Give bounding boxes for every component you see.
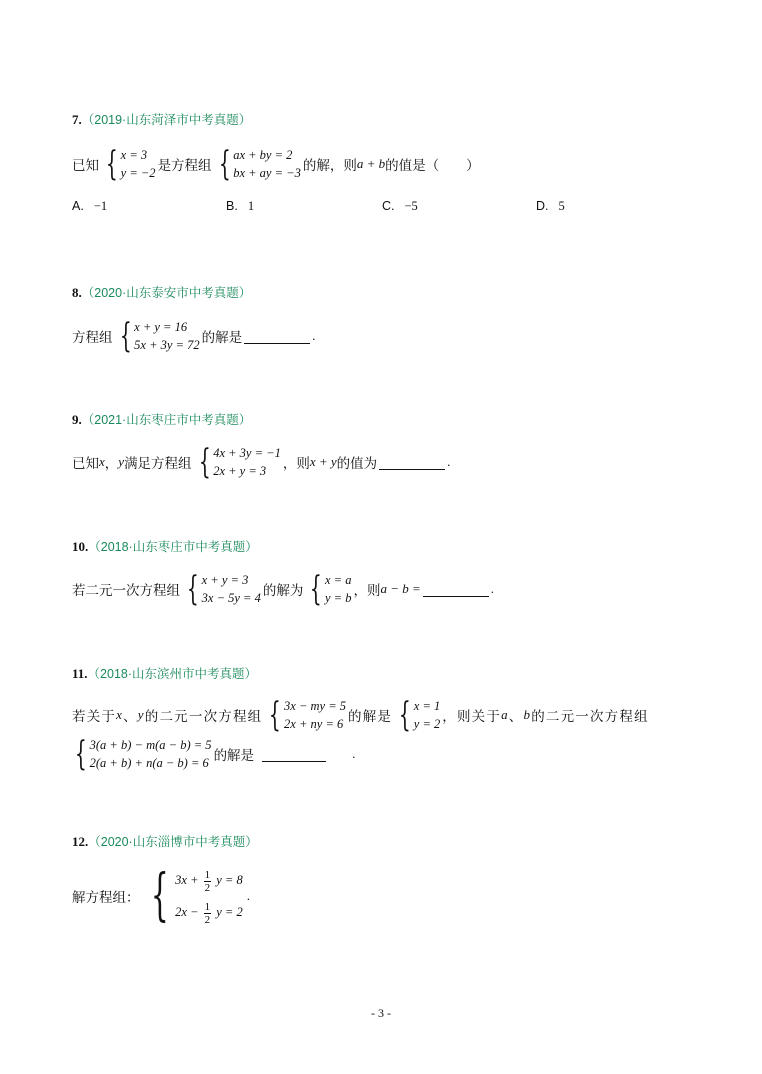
equation: 4x + 3y = −1 — [213, 446, 281, 460]
stem-text: ， — [104, 456, 119, 471]
equation: 3x + $\frac{1}{2}$ y = 8 — [175, 868, 243, 894]
question-number: 11. — [72, 666, 88, 681]
stem-text: 解方程组： — [72, 890, 140, 905]
stem-text: 方程组 — [72, 330, 113, 345]
equation-system — [214, 146, 301, 182]
answer-blank[interactable] — [262, 747, 326, 762]
stem-text: 的解是 — [348, 709, 393, 724]
brace-symbol: { — [186, 569, 199, 609]
equation: y = b — [325, 591, 352, 605]
period: . — [246, 888, 250, 903]
brace-symbol: { — [150, 863, 169, 928]
equation-system — [115, 318, 200, 354]
stem-text: 的二元一次方程组 — [144, 709, 263, 724]
equation-system — [142, 864, 243, 928]
equation: 3x − my = 5 — [284, 699, 347, 713]
page-number: - 3 - — [371, 1006, 391, 1020]
equation: y = −2 — [120, 166, 156, 180]
brace-symbol: { — [198, 442, 211, 482]
equation: x + y = 3 — [201, 573, 249, 587]
brace-symbol: { — [269, 695, 282, 735]
option-d[interactable]: D. 5 — [536, 199, 565, 213]
stem-text: 的解为 — [262, 583, 304, 598]
fraction: $\frac{1}{2}$ — [204, 868, 211, 894]
equation: y = 2 — [413, 717, 441, 731]
equation-system — [264, 697, 346, 733]
question-source: （2021·山东枣庄市中考真题） — [81, 413, 252, 427]
question-number: 10. — [72, 539, 89, 554]
equation: 5x + 3y = 72 — [134, 338, 200, 352]
question-11-header — [72, 664, 257, 682]
math-variable: y — [118, 454, 125, 469]
question-7-stem — [72, 146, 480, 182]
equation: 3x − 5y = 4 — [201, 591, 261, 605]
equation: x + y = 16 — [134, 320, 188, 334]
equation-system — [101, 146, 156, 182]
question-12-stem — [72, 864, 250, 928]
equation: ax + by = 2 — [233, 148, 293, 162]
question-9-stem — [72, 444, 450, 480]
question-source: （2018·山东枣庄市中考真题） — [88, 540, 258, 554]
question-source: （2020·山东淄博市中考真题） — [88, 835, 258, 849]
question-7-header — [72, 110, 251, 128]
math-variable: x — [99, 454, 105, 469]
stem-text: 、 — [508, 709, 524, 724]
math-expression: a + b — [356, 156, 386, 171]
option-b[interactable]: B. 1 — [226, 199, 255, 213]
math-expression: x + y — [309, 454, 337, 469]
question-10-header — [72, 537, 258, 555]
brace-symbol: { — [218, 144, 231, 184]
brace-symbol: { — [310, 569, 323, 609]
option-a[interactable]: A. −1 — [72, 199, 108, 213]
answer-blank[interactable] — [244, 329, 310, 344]
stem-text: 的值为 — [336, 456, 378, 471]
equation-system — [182, 571, 261, 607]
question-9-header — [72, 410, 251, 428]
stem-text: 若关于 — [72, 709, 117, 724]
question-8-header — [72, 283, 251, 301]
brace-symbol: { — [399, 695, 411, 735]
question-12-header — [72, 832, 258, 850]
equation: x = 3 — [120, 148, 148, 162]
option-c[interactable]: C. −5 — [382, 199, 418, 213]
equation: 2x − $\frac{1}{2}$ y = 2 — [175, 900, 243, 926]
stem-text: 已知 — [72, 456, 99, 471]
stem-text: 已知 — [72, 158, 99, 173]
equation: 2x + ny = 6 — [284, 717, 344, 731]
question-source: （2020·山东泰安市中考真题） — [81, 286, 252, 300]
equation: 2x + y = 3 — [213, 464, 267, 478]
answer-blank[interactable] — [423, 582, 489, 597]
equation-system — [305, 571, 351, 607]
math-variable: b — [523, 707, 532, 722]
brace-symbol: { — [105, 144, 118, 184]
math-variable: y — [137, 707, 145, 722]
equation: x = 1 — [413, 699, 441, 713]
stem-text: 的解是 — [213, 748, 255, 763]
math-expression: a − b = — [380, 581, 421, 596]
math-variable: a — [501, 707, 509, 722]
answer-blank[interactable] — [379, 455, 445, 470]
question-7-options — [72, 199, 672, 217]
question-8-stem — [72, 318, 315, 354]
question-source: （2019·山东菏泽市中考真题） — [81, 113, 252, 127]
question-10-stem — [72, 571, 494, 607]
period: . — [312, 328, 316, 343]
equation: x = a — [325, 573, 352, 587]
stem-text: 、 — [123, 709, 138, 724]
question-source: （2018·山东滨州市中考真题） — [87, 667, 258, 681]
equation: bx + ay = −3 — [233, 166, 301, 180]
math-variable: x — [116, 707, 124, 722]
equation: 2(a + b) + n(a − b) = 6 — [89, 756, 209, 770]
stem-text: 的二元一次方程组 — [531, 709, 649, 724]
equation-system — [194, 444, 281, 480]
period: . — [352, 746, 356, 761]
fraction: $\frac{1}{2}$ — [204, 900, 211, 926]
question-number: 9. — [72, 412, 82, 427]
stem-text: ，则关于 — [442, 709, 502, 724]
question-number: 7. — [72, 112, 82, 127]
equation: 3(a + b) − m(a − b) = 5 — [89, 738, 212, 752]
stem-text: 若二元一次方程组 — [72, 583, 180, 598]
stem-text: 的解，则 — [302, 158, 357, 173]
stem-text: 满足方程组 — [124, 456, 192, 471]
stem-text: ，则 — [282, 456, 310, 471]
question-number: 8. — [72, 285, 82, 300]
stem-text: 的值是（ ） — [385, 158, 480, 173]
brace-symbol: { — [74, 734, 87, 774]
question-11-stem-line-2 — [68, 736, 355, 772]
question-number: 12. — [72, 834, 89, 849]
period: . — [447, 454, 451, 469]
stem-text: 的解是 — [201, 330, 243, 345]
period: . — [490, 581, 495, 596]
equation-system — [394, 697, 440, 733]
brace-symbol: { — [119, 316, 132, 356]
stem-text: 是方程组 — [157, 158, 212, 173]
question-11-stem-line-1 — [72, 697, 649, 733]
equation-system — [70, 736, 212, 772]
stem-text: ，则 — [353, 583, 381, 598]
